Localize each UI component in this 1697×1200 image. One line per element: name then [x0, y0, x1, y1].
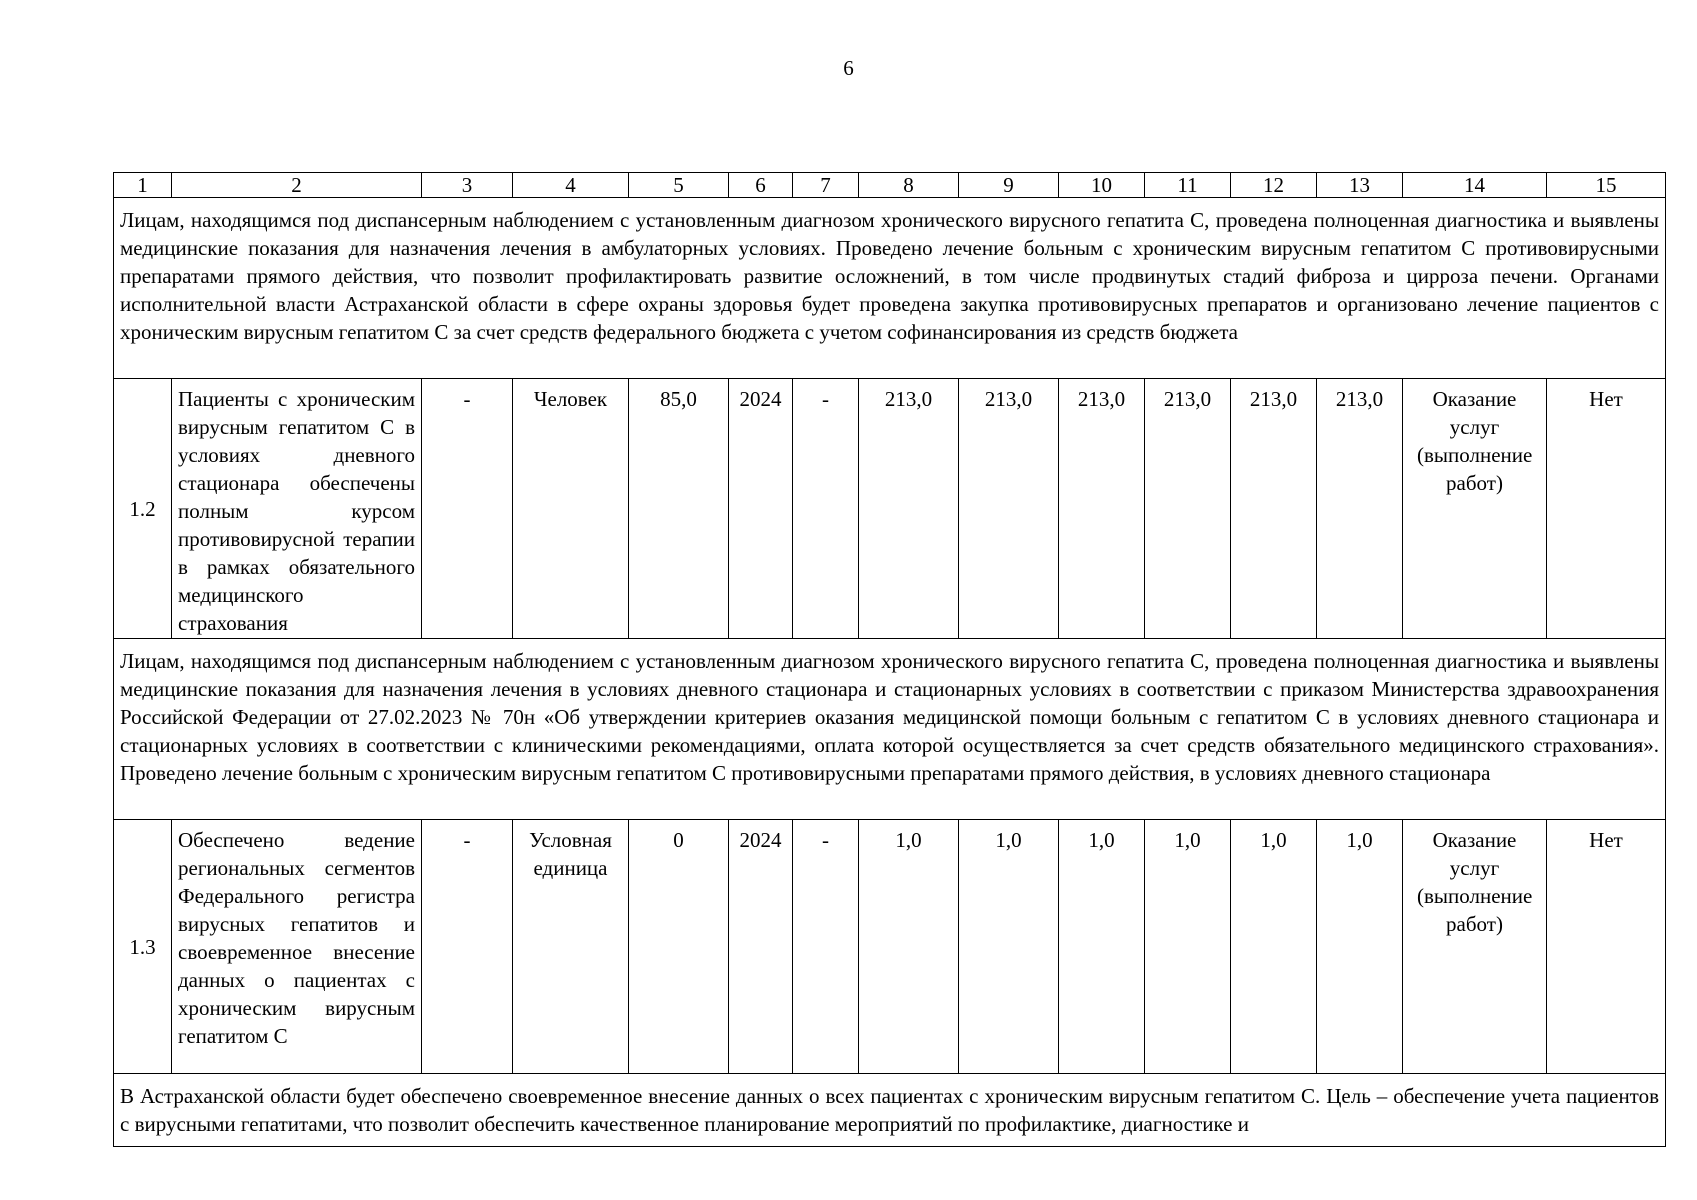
cell-value: 213,0: [859, 379, 959, 639]
note-row: [114, 1074, 1666, 1147]
cell-type: Оказание услуг (выполнение работ): [1403, 820, 1547, 1074]
cell-col3: -: [422, 820, 513, 1074]
cell-col3: -: [422, 379, 513, 639]
cell-type: Оказание услуг (выполнение работ): [1403, 379, 1547, 639]
cell-value: 213,0: [1231, 379, 1317, 639]
indicators-table: [113, 172, 1666, 1147]
cell-value: 1,0: [859, 820, 959, 1074]
column-number: 6: [729, 173, 793, 198]
column-number-row: [114, 173, 1666, 198]
column-number: 15: [1547, 173, 1666, 198]
note-text: Лицам, находящимся под диспансерным наблюдением с установленным диагнозом хронического вирусного гепатита С, проведена полноценная диагностика и выявлены медицинские показания для назначения лечения в амбулаторных условиях. Проведено лечение больным с хроническим вирусным гепатитом С противовирусными препаратами прямого действия, что позволит профилактировать развитие осложнений, в том числе продвинутых стадий фиброза и цирроза печени. Органами исполнительной власти Астраханской области в сфере охраны здоровья будет проведена закупка противовирусных препаратов и организовано лечение пациентов с хроническим вирусным гепатитом С за счет средств федерального бюджета с учетом софинансирования из средств бюджета: [114, 198, 1666, 379]
cell-value: 213,0: [959, 379, 1059, 639]
cell-col15: Нет: [1547, 379, 1666, 639]
note-row: [114, 639, 1666, 820]
column-number: 13: [1317, 173, 1403, 198]
table-row: [114, 379, 1666, 639]
page-number: 6: [843, 56, 854, 80]
cell-value: 213,0: [1145, 379, 1231, 639]
cell-col7: -: [793, 379, 859, 639]
cell-col15: Нет: [1547, 820, 1666, 1074]
row-number: 1.3: [114, 820, 172, 1074]
cell-value: 1,0: [1317, 820, 1403, 1074]
column-number: 3: [422, 173, 513, 198]
column-number: 2: [172, 173, 422, 198]
column-number: 4: [513, 173, 629, 198]
cell-base-value: 85,0: [629, 379, 729, 639]
row-description: Пациенты с хроническим вирусным гепатитом С в условиях дневного стационара обеспечены полным курсом противовирусной терапии в рамках обязательного медицинского страхования: [172, 379, 422, 639]
column-number: 8: [859, 173, 959, 198]
column-number: 5: [629, 173, 729, 198]
column-number: 7: [793, 173, 859, 198]
column-number: 1: [114, 173, 172, 198]
cell-value: 1,0: [1231, 820, 1317, 1074]
column-number: 14: [1403, 173, 1547, 198]
cell-value: 1,0: [1059, 820, 1145, 1074]
cell-value: 1,0: [1145, 820, 1231, 1074]
column-number: 11: [1145, 173, 1231, 198]
cell-value: 213,0: [1059, 379, 1145, 639]
cell-value: 213,0: [1317, 379, 1403, 639]
column-number: 12: [1231, 173, 1317, 198]
cell-base-year: 2024: [729, 379, 793, 639]
column-number: 10: [1059, 173, 1145, 198]
cell-unit: Условная единица: [513, 820, 629, 1074]
cell-unit: Человек: [513, 379, 629, 639]
note-row: [114, 198, 1666, 379]
note-text: Лицам, находящимся под диспансерным наблюдением с установленным диагнозом хронического вирусного гепатита С, проведена полноценная диагностика и выявлены медицинские показания для назначения лечения в условиях дневного стационара и стационарных условиях в соответствии с приказом Министерства здравоохранения Российской Федерации от 27.02.2023 № 70н «Об утверждении критериев оказания медицинской помощи больным с гепатитом С в условиях дневного стационара и стационарных условиях в соответствии с клиническими рекомендациями, оплата которой осуществляется за счет средств обязательного медицинского страхования». Проведено лечение больным с хроническим вирусным гепатитом С противовирусными препаратами прямого действия, в условиях дневного стационара: [114, 639, 1666, 820]
cell-base-year: 2024: [729, 820, 793, 1074]
row-description: Обеспечено ведение региональных сегментов Федерального регистра вирусных гепатитов и своевременное внесение данных о пациентах с хроническим вирусным гепатитом С: [172, 820, 422, 1074]
column-number: 9: [959, 173, 1059, 198]
row-number: 1.2: [114, 379, 172, 639]
table-row: [114, 820, 1666, 1074]
note-text: В Астраханской области будет обеспечено своевременное внесение данных о всех пациентах с хроническим вирусным гепатитом С. Цель – обеспечение учета пациентов с вирусными гепатитами, что позволит обеспечить качественное планирование мероприятий по профилактике, диагностике и: [114, 1074, 1666, 1147]
cell-value: 1,0: [959, 820, 1059, 1074]
cell-col7: -: [793, 820, 859, 1074]
cell-base-value: 0: [629, 820, 729, 1074]
